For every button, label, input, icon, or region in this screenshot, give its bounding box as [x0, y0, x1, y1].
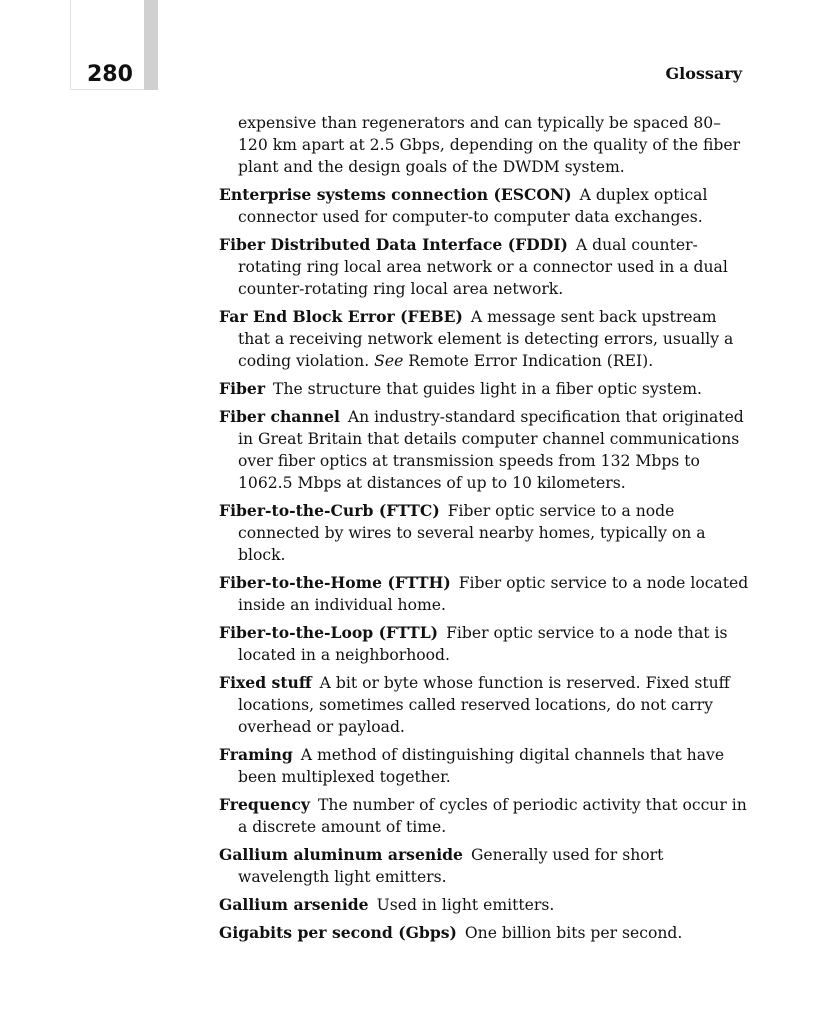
- entry-definition: One billion bits per second.: [464, 924, 683, 942]
- entry-definition: A method of distinguishing digital channels that have been multiplexed together.: [238, 746, 725, 786]
- entry-definition: A message sent back upstream that a receiving network element is detecting errors, usually a coding violation.: [238, 308, 734, 370]
- entry-term: Far End Block Error (FEBE): [219, 307, 463, 326]
- entry-term: Fiber channel: [219, 407, 340, 426]
- entry-term: Gigabits per second (Gbps): [219, 923, 457, 942]
- entry-term: Gallium aluminum arsenide: [219, 845, 463, 864]
- glossary-entry: [219, 184, 749, 228]
- glossary-entry: [219, 744, 749, 788]
- glossary-entries: [219, 112, 749, 950]
- glossary-entry: [219, 922, 749, 944]
- entry-definition: An industry-standard specification that originated in Great Britain that details computer channel communications over fiber optics at transmission speeds from 132 Mbps to 1062.5 Mbps at distances of up to 10 kilometers.: [238, 408, 744, 492]
- entry-term: Gallium arsenide: [219, 895, 369, 914]
- entry-term: Frequency: [219, 795, 310, 814]
- continuation-text: expensive than regenerators and can typically be spaced 80–120 km apart at 2.5 Gbps, depending on the quality of the fiber plant and the design goals of the DWDM system.: [238, 114, 741, 176]
- entry-term: Fixed stuff: [219, 673, 312, 692]
- glossary-entry: [219, 894, 749, 916]
- glossary-entry: [219, 794, 749, 838]
- glossary-entry: [219, 378, 749, 400]
- glossary-entry: [219, 672, 749, 738]
- entry-definition: Used in light emitters.: [376, 896, 555, 914]
- glossary-entry: [219, 572, 749, 616]
- entry-term: Fiber-to-the-Loop (FTTL): [219, 623, 439, 642]
- entry-definition: A duplex optical connector used for computer-to computer data exchanges.: [238, 186, 708, 226]
- entry-term: Fiber-to-the-Curb (FTTC): [219, 501, 440, 520]
- entry-definition: The structure that guides light in a fiber optic system.: [273, 380, 702, 398]
- glossary-entry: [219, 844, 749, 888]
- entry-definition: A bit or byte whose function is reserved. Fixed stuff locations, sometimes called reserved locations, do not carry overhead or payload.: [238, 674, 730, 736]
- glossary-entry: [219, 234, 749, 300]
- entry-definition: The number of cycles of periodic activity that occur in a discrete amount of time.: [238, 796, 747, 836]
- entry-term: Fiber-to-the-Home (FTTH): [219, 573, 451, 592]
- see-target: Remote Error Indication (REI).: [408, 352, 654, 370]
- entry-definition: A dual counter-rotating ring local area network or a connector used in a dual counter-rotating ring local area network.: [238, 236, 728, 298]
- entry-term: Enterprise systems connection (ESCON): [219, 185, 572, 204]
- glossary-entry: [219, 500, 749, 566]
- entry-definition: Fiber optic service to a node connected by wires to several nearby homes, typically on a block.: [238, 502, 706, 564]
- page-number-box: [70, 0, 144, 90]
- glossary-entry: [219, 622, 749, 666]
- entry-definition: Fiber optic service to a node located inside an individual home.: [238, 574, 749, 614]
- entry-definition: Fiber optic service to a node that is located in a neighborhood.: [238, 624, 728, 664]
- entry-definition: Generally used for short wavelength light emitters.: [238, 846, 664, 886]
- see-label: See: [374, 352, 404, 370]
- entry-term: Fiber: [219, 379, 266, 398]
- glossary-entry: [219, 406, 749, 494]
- page-tab-bar: [144, 0, 158, 90]
- entry-term: Fiber Distributed Data Interface (FDDI): [219, 235, 568, 254]
- entry-term: Framing: [219, 745, 293, 764]
- running-head: Glossary: [665, 64, 742, 83]
- page-number: 280: [87, 62, 133, 87]
- glossary-entry: [219, 306, 749, 372]
